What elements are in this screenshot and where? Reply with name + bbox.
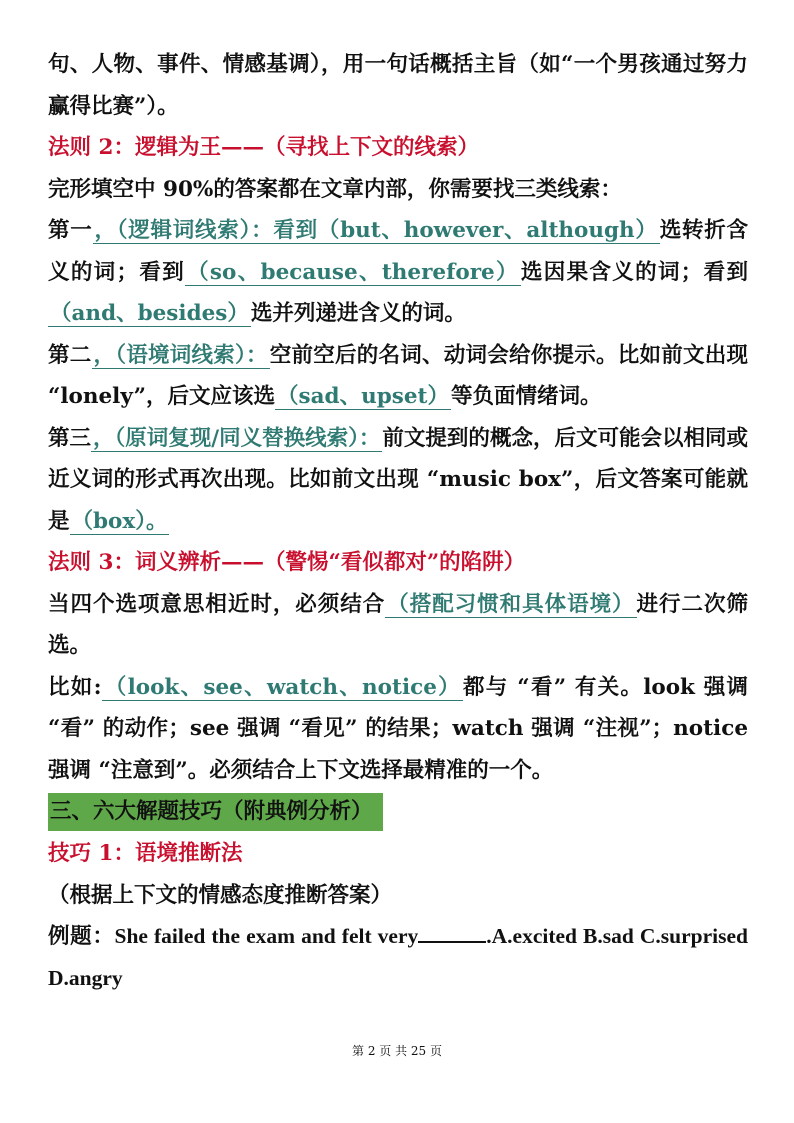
tip1-heading: 技巧 1：语境推断法 [48,841,243,866]
clue-first-text-1: 选转折含义的词；看到 [48,218,748,285]
fill-in-repetition-clue: ，（原词复现/同义替换线索）： [93,425,381,451]
clue-second-text-2: 等负面情绪词。 [450,384,602,409]
fill-in-parallel-words: （and、besides） [50,301,249,326]
example-question-text-1: She failed the exam and felt very [114,924,419,948]
rule3-heading: 法则 3：词义辨析——（警惕“看似都对”的陷阱） [48,550,526,575]
example-label: 比如: [48,674,102,700]
clue-first-text-3: 选并列递进含义的词。 [250,301,466,326]
section3-banner: 三、六大解题技巧（附典例分析） [48,793,383,831]
rule2-clue-first [48,210,748,335]
intro-text: 句、人物、事件、情感基调），用一句话概括主旨（如“一个男孩通过努力赢得比赛”）。 [48,52,748,119]
example-question-label: 例题： [48,924,115,949]
clue-third-label: 第三 [48,425,92,451]
rule2-heading: 法则 2：逻辑为王——（寻找上下文的线索） [48,135,479,160]
rule2-desc: 完形填空中 90%的答案都在文章内部，你需要找三类线索： [48,176,622,202]
clue-third-text-1: 前文提到的概念，后文可能会以相同或近义词的形式再次出现。比如前文出现 “music box”，后文答案可能就是 [48,425,748,534]
clue-second-text-1: 空前空后的名词、动词会给你提示。比如前文出现 “lonely”，后文应该选 [48,342,748,409]
fill-in-collocation: （搭配习惯和具体语境） [387,591,635,617]
fill-in-context-words: ，（语境词线索）： [93,342,268,368]
clue-second-label: 第二 [48,342,92,368]
example-text: 都与 “看” 有关。look 强调 “看” 的动作；see 强调 “看见” 的结果；watch 强调 “注视”；notice 强调 “注意到”。必须结合上下文选择最精准的一个。 [48,674,748,783]
rule3-example [48,667,748,792]
section3-banner-row [48,791,748,833]
tip1-example [48,916,748,999]
rule3-paragraph [48,584,748,667]
fill-in-cause-words: （so、because、therefore） [187,259,519,285]
intro-paragraph [48,44,748,127]
page-footer: 第 2 页 共 25 页 [352,1044,442,1058]
rule3-text-1: 当四个选项意思相近时，必须结合 [48,591,386,617]
rule3-text-2: 进行二次筛选。 [48,591,748,658]
clue-first-label: 第一 [48,218,93,243]
rule2-clue-second [48,335,748,418]
answer-blank [418,917,486,943]
fill-in-logic-words: ，（逻辑词线索）：看到（but、however、although） [94,218,658,243]
rule2-clue-third [48,418,748,543]
tip1-subtitle: （根据上下文的情感态度推断答案） [48,882,393,908]
fill-in-box: （box）。 [71,508,168,534]
document-body [48,44,748,999]
example-question-options: .A.excited B.sad C.surprised D.angry [48,924,748,990]
clue-first-text-2: 选因果含义的词；看到 [520,259,748,285]
fill-in-negative-words: （sad、upset） [277,384,449,409]
fill-in-look-words: （look、see、watch、notice） [103,674,461,700]
